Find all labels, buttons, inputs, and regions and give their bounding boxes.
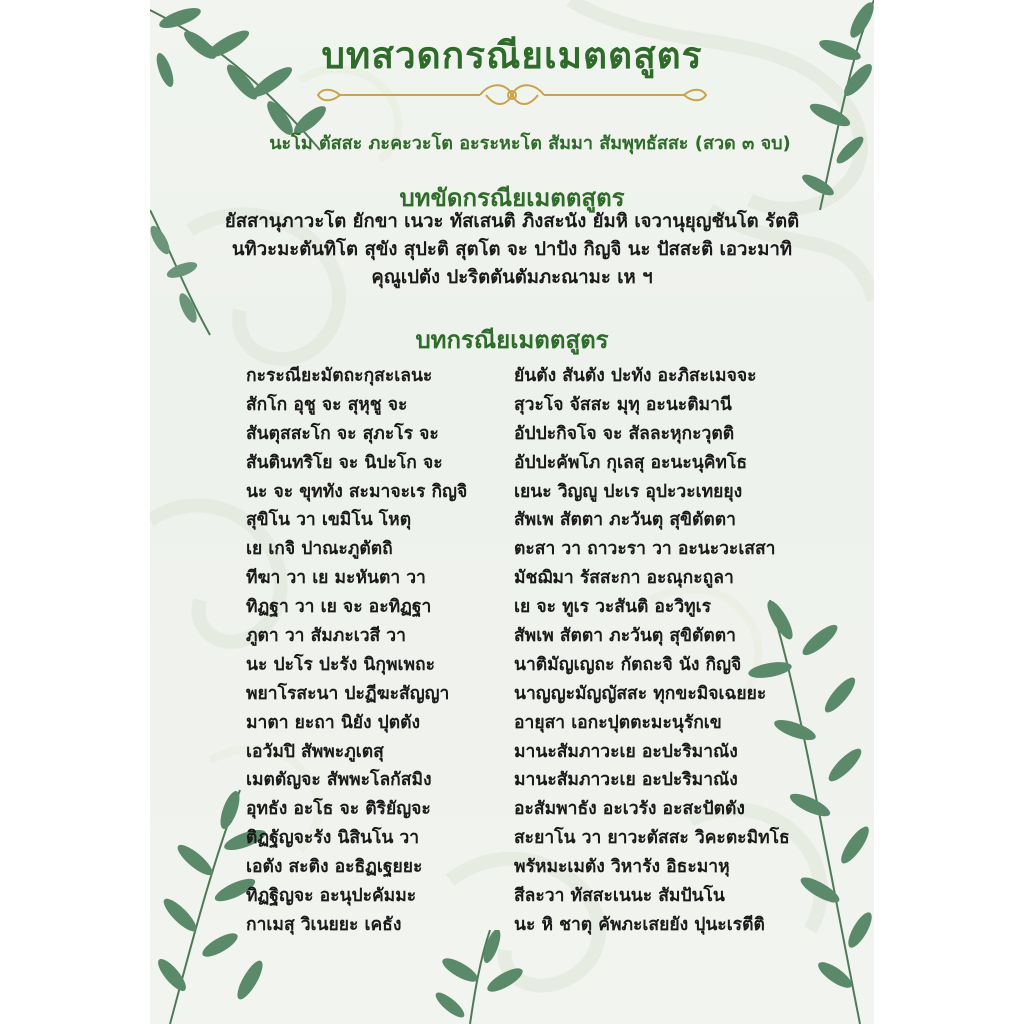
verse-line: สัพเพ สัตตา ภะวันตุ สุขิตัตตา bbox=[514, 510, 736, 531]
verse-line: นะ หิ ชาตุ คัพภะเสยยัง ปุนะเรตีติ bbox=[514, 914, 765, 935]
verse-line: สัพเพ สัตตา ภะวันตุ สุขิตัตตา bbox=[514, 626, 736, 647]
verse-line: นะ ปะโร ปะรัง นิกุพเพถะ bbox=[246, 654, 436, 675]
verse-line: ทิฏฐา วา เย จะ อะทิฏฐา bbox=[246, 597, 432, 618]
invocation-line: นะโม ตัสสะ ภะคะวะโต อะระหะโต สัมมา สัมพุทธัสสะ (สวด ๓ จบ) bbox=[269, 133, 791, 154]
verse-line: อะสัมพาธัง อะเวรัง อะสะปัตตัง bbox=[514, 799, 745, 820]
verse-line: เย เกจิ ปาณะภูตัตถิ bbox=[246, 539, 393, 560]
verse-line: เอวัมปิ สัพพะภูเตสุ bbox=[246, 741, 384, 762]
verse-line: สะยาโน วา ยาวะตัสสะ วิคะตะมิทโธ bbox=[514, 828, 790, 849]
verse-line: ทีฆา วา เย มะหันตา วา bbox=[246, 568, 426, 589]
verse-line: ตะสา วา ถาวะรา วา อะนะวะเสสา bbox=[514, 539, 776, 560]
verse-line: พรัหมะเมตัง วิหารัง อิธะมาหุ bbox=[514, 857, 730, 878]
leaf-branch-bottom-mid-icon bbox=[420, 930, 530, 1024]
verse-line: กะระณียะมัตถะกุสะเลนะ bbox=[246, 366, 433, 386]
intro-heading: บทขัดกรณียเมตตสูตร bbox=[399, 184, 625, 212]
verse-line: ติฏฐัญจะรัง นิสินโน วา bbox=[246, 828, 420, 849]
verse-line: นะ จะ ขุททัง สะมาจะเร กิญจิ bbox=[246, 481, 468, 502]
verse-line: สีละวา ทัสสะเนนะ สัมปันโน bbox=[514, 886, 725, 907]
verse-line: สุขิโน วา เขมิโน โหตุ bbox=[246, 510, 412, 531]
verse-line: มานะสัมภาวะเย อะปะริมาณัง bbox=[514, 770, 738, 791]
gold-divider-ornament bbox=[310, 80, 714, 110]
intro-line: นทิวะมะตันทิโต สุขัง สุปะติ สุตโต จะ ปาปัง กิญจิ นะ ปัสสะติ เอวะมาทิ bbox=[231, 239, 793, 260]
verse-column-right bbox=[514, 362, 854, 940]
verse-line: เยนะ วิญญู ปะเร อุปะวะเทยยุง bbox=[514, 481, 743, 502]
verse-line: อุทธัง อะโธ จะ ติริยัญจะ bbox=[246, 799, 431, 820]
verse-line: เอตัง สะติง อะธิฏเฐยยะ bbox=[246, 857, 423, 878]
intro-line: คุณูเปตัง ปะริตตันตัมภะณามะ เห ฯ bbox=[371, 267, 653, 288]
verse-line: สุวะโจ จัสสะ มุทุ อะนะติมานี bbox=[514, 394, 732, 415]
verse-line: มัชฌิมา รัสสะกา อะณุกะถูลา bbox=[514, 568, 734, 589]
verse-line: สักโก อุชู จะ สุหุชู จะ bbox=[246, 394, 408, 415]
verse-line: อายุสา เอกะปุตตะมะนุรักเข bbox=[514, 712, 722, 733]
verse-line: อัปปะคัพโภ กุเลสุ อะนะนุคิทโธ bbox=[514, 452, 748, 473]
verse-line: ภูตา วา สัมภะเวสี วา bbox=[246, 626, 406, 647]
verse-line: สันตินทริโย จะ นิปะโก จะ bbox=[246, 452, 443, 473]
intro-text bbox=[170, 208, 854, 292]
verse-line: มาตา ยะถา นิยัง ปุตตัง bbox=[246, 712, 421, 733]
verse-line: เมตตัญจะ สัพพะโลกัสมิง bbox=[246, 770, 432, 791]
verse-line: ยันตัง สันตัง ปะทัง อะภิสะเมจจะ bbox=[514, 366, 757, 386]
verse-heading: บทกรณียเมตตสูตร bbox=[415, 326, 609, 354]
verse-line: มานะสัมภาวะเย อะปะริมาณัง bbox=[514, 741, 738, 762]
prayer-poster bbox=[150, 0, 874, 1024]
intro-line: ยัสสานุภาวะโต ยักขา เนวะ ทัสเสนติ ภิงสะนัง ยัมหิ เจวานุยุญชันโต รัตติ bbox=[224, 211, 800, 232]
verse-line: นาญญะมัญญัสสะ ทุกขะมิจเฉยยะ bbox=[514, 683, 767, 704]
verse-column-left bbox=[246, 362, 502, 940]
verse-line: เย จะ ทูเร วะสันติ อะวิทูเร bbox=[514, 597, 712, 618]
page-title: บทสวดกรณียเมตตสูตร bbox=[321, 34, 703, 77]
verse-line: อัปปะกิจโจ จะ สัลละหุกะวุตติ bbox=[514, 423, 735, 444]
verse-line: พยาโรสะนา ปะฏีฆะสัญญา bbox=[246, 683, 450, 704]
verse-line: กาเมสุ วิเนยยะ เคธัง bbox=[246, 914, 402, 935]
verse-line: นาติมัญเญถะ กัตถะจิ นัง กิญจิ bbox=[514, 654, 742, 675]
verse-line: ทิฏฐิญจะ อะนุปะคัมมะ bbox=[246, 886, 417, 907]
verse-line: สันตุสสะโก จะ สุภะโร จะ bbox=[246, 423, 439, 444]
